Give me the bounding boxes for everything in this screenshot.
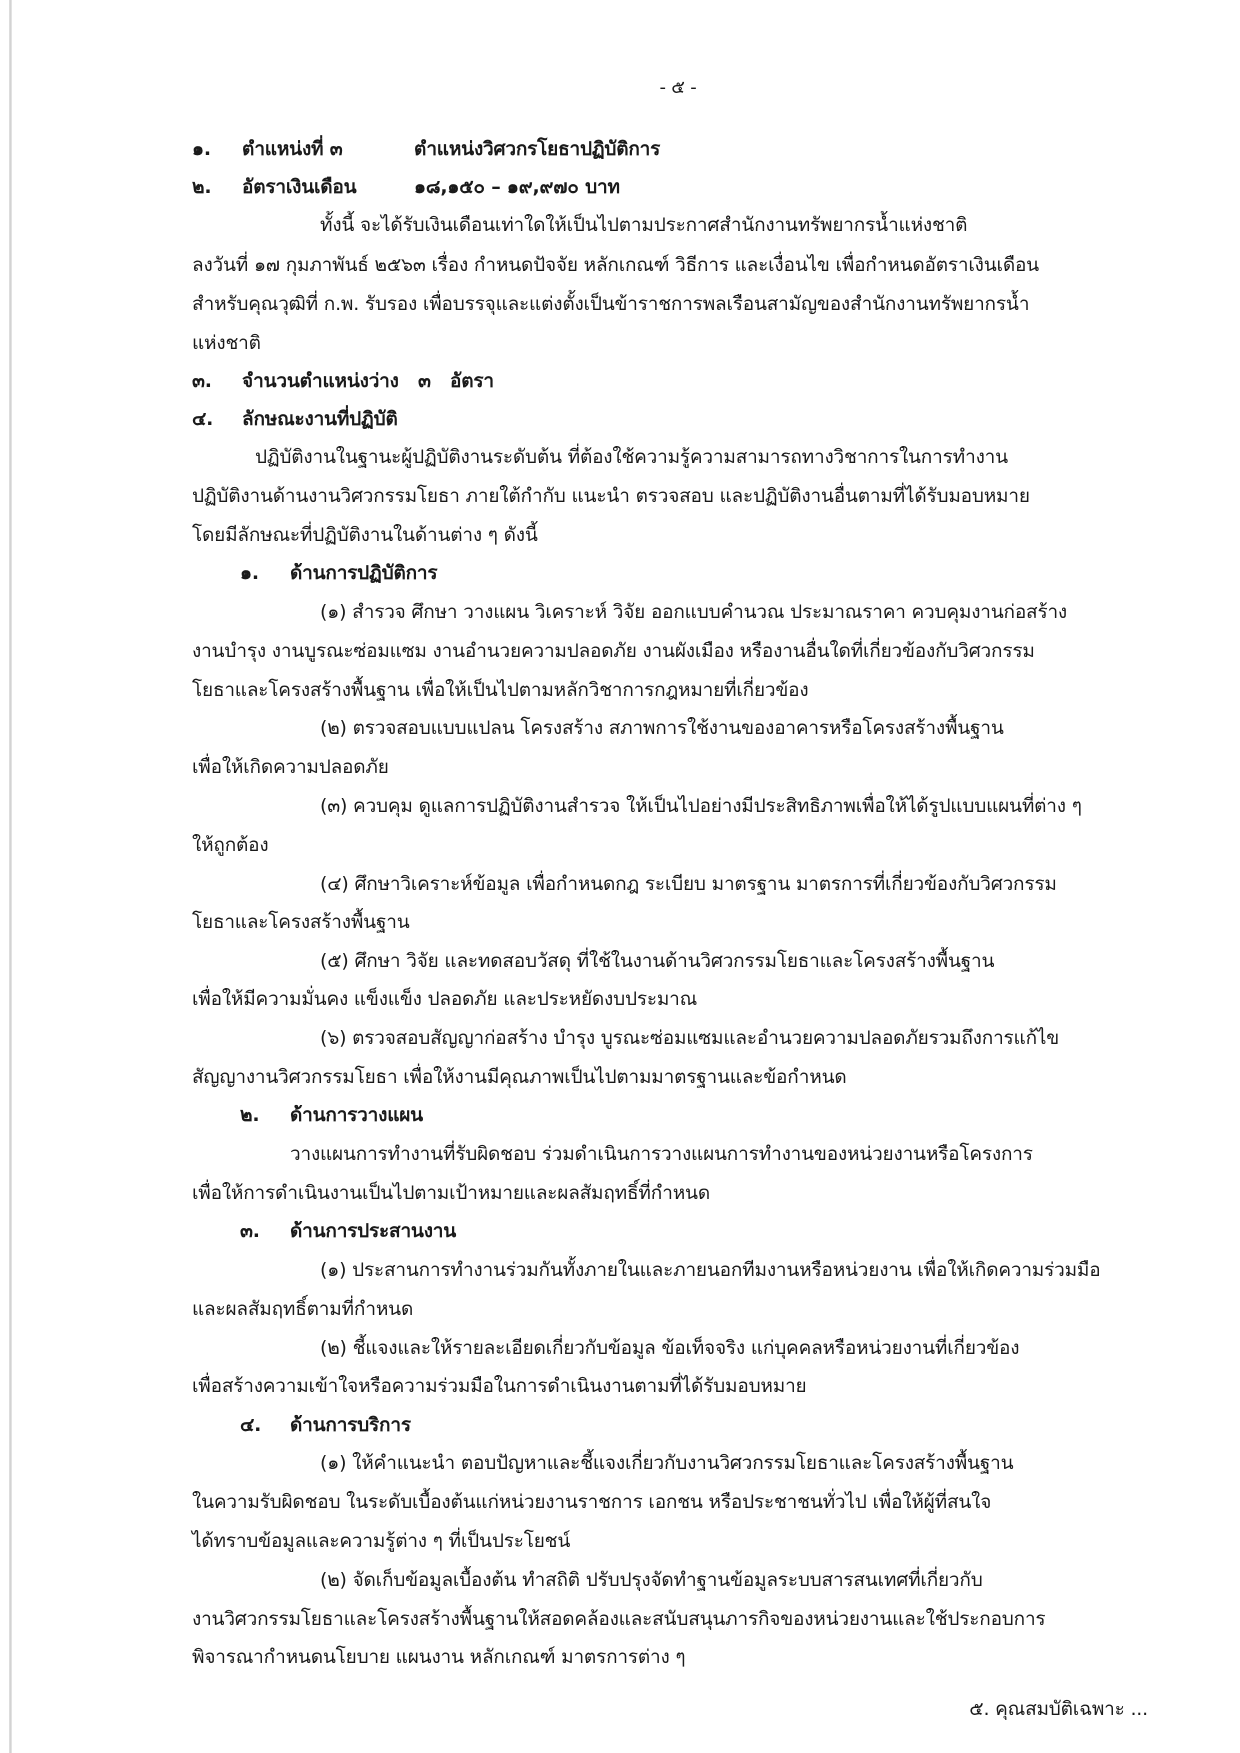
scan-edge-artifact xyxy=(9,0,12,1753)
position-value: ตำแหน่งวิศวกรโยธาปฏิบัติการ xyxy=(414,138,661,160)
duty-line: (๒) ชี้แจงและให้รายละเอียดเกี่ยวกับข้อมูล ข้อเท็จจริง แก่บุคคลหรือหน่วยงานที่เกี่ยวข้อง xyxy=(320,1337,1020,1359)
item-number: ๒. xyxy=(192,176,212,198)
duty-line: (๒) ตรวจสอบแบบแปลน โครงสร้าง สภาพการใช้งานของอาคารหรือโครงสร้างพื้นฐาน xyxy=(320,717,1004,739)
section-heading-service xyxy=(240,1406,411,1445)
section-heading-planning xyxy=(240,1096,423,1135)
duty-line: เพื่อให้เกิดความปลอดภัย xyxy=(192,756,389,778)
salary-note-line: ทั้งนี้ จะได้รับเงินเดือนเท่าใดให้เป็นไปตามประกาศสำนักงานทรัพยากรน้ำแห่งชาติ xyxy=(320,214,968,236)
page-number: - ๕ - xyxy=(659,77,697,98)
vacancy-row xyxy=(192,362,494,401)
duty-line: เพื่อให้มีความมั่นคง แข็งแข็ง ปลอดภัย และประหยัดงบประมาณ xyxy=(192,988,698,1010)
position-label: ตำแหน่งที่ ๓ xyxy=(242,138,343,160)
vacancy-count: ๓ xyxy=(417,370,431,392)
section-title: ด้านการประสานงาน xyxy=(290,1220,457,1242)
item-number: ๔. xyxy=(192,408,214,430)
job-nature-intro-line: ปฏิบัติงานในฐานะผู้ปฏิบัติงานระดับต้น ที่ต้องใช้ความรู้ความสามารถทางวิชาการในการทำงาน xyxy=(255,446,1008,468)
duty-line: (๖) ตรวจสอบสัญญาก่อสร้าง บำรุง บูรณะซ่อมแซมและอำนวยความปลอดภัยรวมถึงการแก้ไข xyxy=(320,1027,1060,1049)
duty-line: (๑) ให้คำแนะนำ ตอบปัญหาและชี้แจงเกี่ยวกับงานวิศวกรรมโยธาและโครงสร้างพื้นฐาน xyxy=(320,1452,1014,1474)
salary-row xyxy=(192,168,620,207)
duty-line: ได้ทราบข้อมูลและความรู้ต่าง ๆ ที่เป็นประโยชน์ xyxy=(192,1530,571,1552)
salary-note-line: ลงวันที่ ๑๗ กุมภาพันธ์ ๒๕๖๓ เรื่อง กำหนดปัจจัย หลักเกณฑ์ วิธีการ และเงื่อนไข เพื่อกำหนดอัตราเงินเดือน xyxy=(192,254,1039,276)
section-number: ๓. xyxy=(240,1220,260,1242)
job-nature-intro-line: โดยมีลักษณะที่ปฏิบัติงานในด้านต่าง ๆ ดังนี้ xyxy=(192,524,538,546)
salary-value: ๑๘,๑๕๐ – ๑๙,๙๗๐ บาท xyxy=(414,176,620,198)
duty-line: ในความรับผิดชอบ ในระดับเบื้องต้นแก่หน่วยงานราชการ เอกชน หรือประชาชนทั่วไป เพื่อให้ผู้ที่สนใจ xyxy=(192,1491,992,1513)
duty-line: วางแผนการทำงานที่รับผิดชอบ ร่วมดำเนินการวางแผนการทำงานของหน่วยงานหรือโครงการ xyxy=(290,1143,1033,1165)
duty-line: (๑) สำรวจ ศึกษา วางแผน วิเคราะห์ วิจัย ออกแบบคำนวณ ประมาณราคา ควบคุมงานก่อสร้าง xyxy=(320,601,1067,623)
duty-line: (๑) ประสานการทำงานร่วมกันทั้งภายในและภายนอกทีมงานหรือหน่วยงาน เพื่อให้เกิดความร่วมมือ xyxy=(320,1259,1101,1281)
item-number: ๓. xyxy=(192,370,212,392)
vacancy-label: จำนวนตำแหน่งว่าง xyxy=(242,370,399,392)
duty-line: พิจารณากำหนดนโยบาย แผนงาน หลักเกณฑ์ มาตรการต่าง ๆ xyxy=(192,1646,686,1668)
salary-note-line: สำหรับคุณวุฒิที่ ก.พ. รับรอง เพื่อบรรจุและแต่งตั้งเป็นข้าราชการพลเรือนสามัญของสำนักงานทรัพยากรน้ำ xyxy=(192,293,1030,315)
job-nature-heading xyxy=(192,400,398,439)
duty-line: เพื่อสร้างความเข้าใจหรือความร่วมมือในการดำเนินงานตามที่ได้รับมอบหมาย xyxy=(192,1375,807,1397)
position-row xyxy=(192,130,660,169)
section-title: ด้านการบริการ xyxy=(290,1414,411,1436)
duty-line: (๔) ศึกษาวิเคราะห์ข้อมูล เพื่อกำหนดกฎ ระเบียบ มาตรฐาน มาตรการที่เกี่ยวข้องกับวิศวกรรม xyxy=(320,873,1057,895)
section-heading-coordination xyxy=(240,1212,456,1251)
duty-line: งานบำรุง งานบูรณะซ่อมแซม งานอำนวยความปลอดภัย งานผังเมือง หรืองานอื่นใดที่เกี่ยวข้องกับวิศวกรรม xyxy=(192,640,1035,662)
duty-line: (๒) จัดเก็บข้อมูลเบื้องต้น ทำสถิติ ปรับปรุงจัดทำฐานข้อมูลระบบสารสนเทศที่เกี่ยวกับ xyxy=(320,1569,983,1591)
duty-line: โยธาและโครงสร้างพื้นฐาน เพื่อให้เป็นไปตามหลักวิชาการกฎหมายที่เกี่ยวข้อง xyxy=(192,679,809,701)
item-number: ๑. xyxy=(192,138,211,160)
section-title: ด้านการวางแผน xyxy=(290,1104,423,1126)
section-number: ๒. xyxy=(240,1104,260,1126)
section-number: ๔. xyxy=(240,1414,262,1436)
duty-line: (๓) ควบคุม ดูแลการปฏิบัติงานสำรวจ ให้เป็นไปอย่างมีประสิทธิภาพเพื่อให้ได้รูปแบบแผนที่ต่าง ๆ xyxy=(320,795,1082,817)
continuation-footer: ๕. คุณสมบัติเฉพาะ ... xyxy=(969,1698,1148,1720)
duty-line: งานวิศวกรรมโยธาและโครงสร้างพื้นฐานให้สอดคล้องและสนับสนุนภารกิจของหน่วยงานและใช้ประกอบการ xyxy=(192,1608,1046,1630)
section-number: ๑. xyxy=(240,562,259,584)
duty-line: เพื่อให้การดำเนินงานเป็นไปตามเป้าหมายและผลสัมฤทธิ์ที่กำหนด xyxy=(192,1182,710,1204)
duty-line: ให้ถูกต้อง xyxy=(192,834,269,856)
job-nature-intro-line: ปฏิบัติงานด้านงานวิศวกรรมโยธา ภายใต้กำกับ แนะนำ ตรวจสอบ และปฏิบัติงานอื่นตามที่ได้รับมอบหมาย xyxy=(192,485,1030,507)
salary-label: อัตราเงินเดือน xyxy=(242,176,357,198)
vacancy-unit: อัตรา xyxy=(450,370,494,392)
duty-line: (๕) ศึกษา วิจัย และทดสอบวัสดุ ที่ใช้ในงานด้านวิศวกรรมโยธาและโครงสร้างพื้นฐาน xyxy=(320,950,995,972)
section-heading-operations xyxy=(240,554,437,593)
duty-line: สัญญางานวิศวกรรมโยธา เพื่อให้งานมีคุณภาพเป็นไปตามมาตรฐานและข้อกำหนด xyxy=(192,1066,847,1088)
duty-line: และผลสัมฤทธิ์ตามที่กำหนด xyxy=(192,1298,414,1320)
job-nature-title: ลักษณะงานที่ปฏิบัติ xyxy=(242,408,398,430)
section-title: ด้านการปฏิบัติการ xyxy=(290,562,438,584)
duty-line: โยธาและโครงสร้างพื้นฐาน xyxy=(192,911,410,933)
salary-note-line: แห่งชาติ xyxy=(192,332,261,354)
